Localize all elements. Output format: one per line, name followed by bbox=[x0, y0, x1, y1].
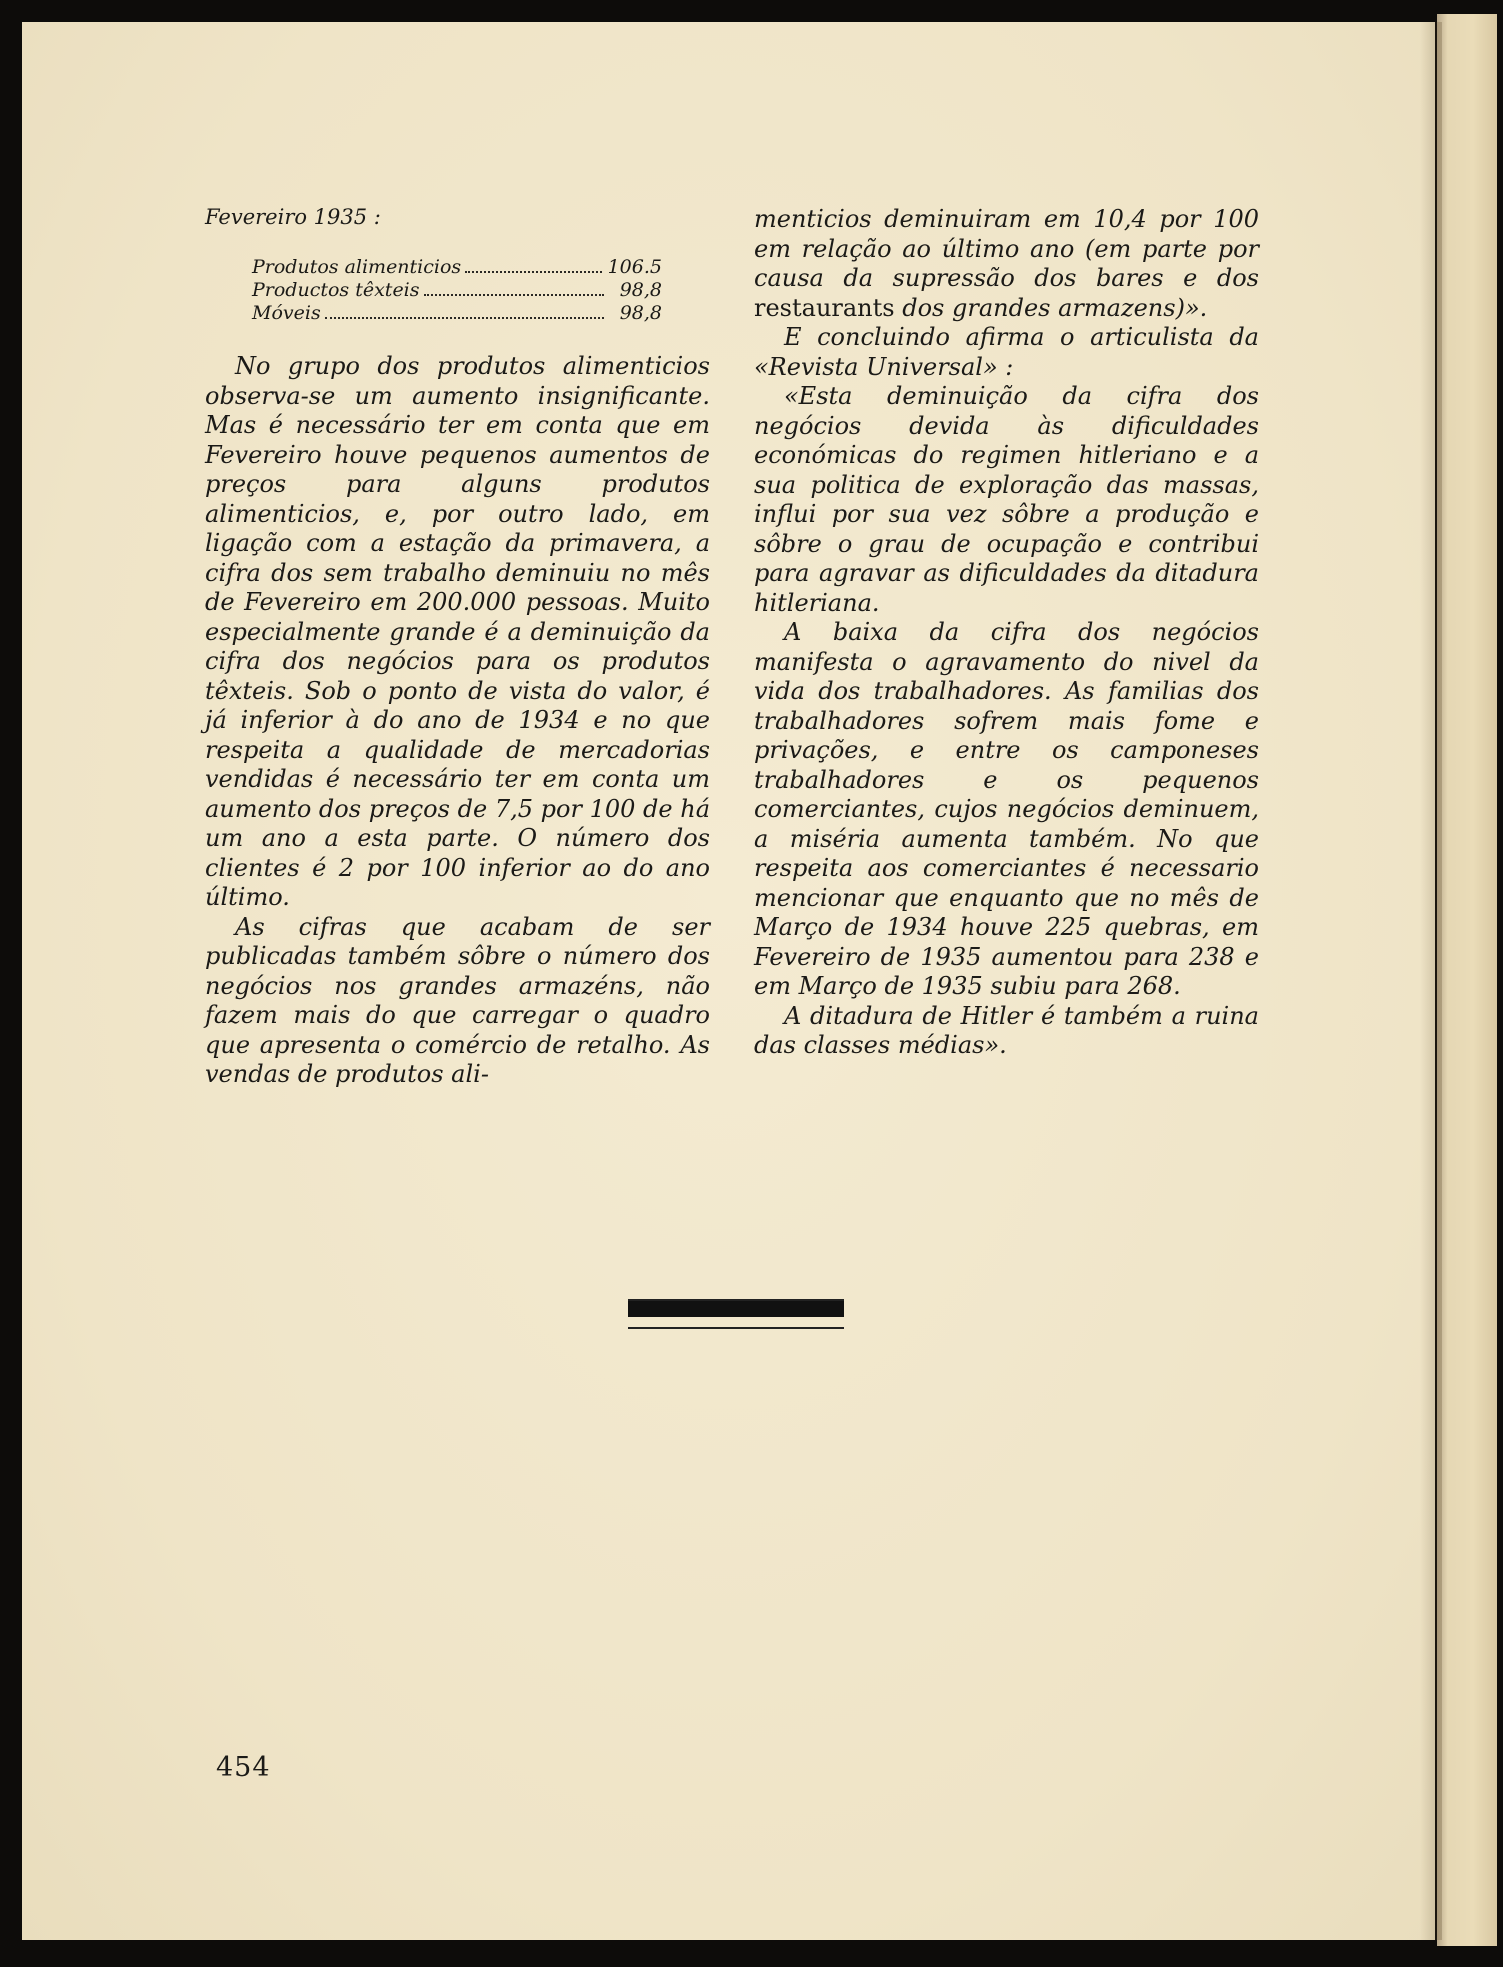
right-text-column bbox=[754, 205, 1259, 1061]
paragraph: As cifras que acabam de ser publicadas também sôbre o número dos negócios nos grandes armazéns, não fazem mais do que carregar o quadro que apresenta o comércio de retalho. As vendas de produtos ali- bbox=[205, 912, 710, 1088]
page-number: 454 bbox=[216, 1752, 271, 1783]
text-run: dos grandes armazens)». bbox=[894, 293, 1208, 322]
table-row bbox=[252, 256, 662, 279]
dot-leader bbox=[325, 317, 604, 319]
gutter-shadow bbox=[1420, 22, 1442, 1940]
row-value: 106.5 bbox=[607, 256, 662, 278]
month-heading: Fevereiro 1935 : bbox=[205, 205, 381, 229]
row-label: Productos têxteis bbox=[252, 279, 420, 301]
dot-leader bbox=[424, 294, 604, 296]
section-end-ornament bbox=[628, 1299, 844, 1329]
row-label: Produtos alimenticios bbox=[252, 256, 462, 278]
left-text-column bbox=[205, 352, 710, 1090]
paragraph: E concluindo afirma o articulista da «Revista Universal» : bbox=[754, 323, 1259, 381]
row-label: Móveis bbox=[252, 302, 321, 324]
paragraph: A ditadura de Hitler é também a ruina das classes médias». bbox=[754, 1001, 1259, 1059]
price-index-table bbox=[252, 256, 662, 325]
table-row bbox=[252, 302, 662, 325]
ornament-bar bbox=[628, 1299, 844, 1317]
paragraph: A baixa da cifra dos negócios manifesta o agravamento do nivel da vida dos trabalhadores. As familias dos trabalhadores sofrem mais fome e privações, e entre os camponeses trabalhadores e os pequenos comerciantes, cujos negócios deminuem, a miséria aumenta também. No que respeita aos comerciantes é necessario mencionar que enquanto que no mês de Março de 1934 houve 225 quebras, em Fevereiro de 1935 aumentou para 238 e em Março de 1935 subiu para 268. bbox=[754, 618, 1259, 1000]
text-run: menticios deminuiram em 10,4 por 100 em relação ao último ano (em parte por causa da supressão dos bares e dos bbox=[754, 205, 1259, 292]
quote-paragraph: «Esta deminuição da cifra dos negócios devida às dificuldades económicas do regimen hitleriano e a sua politica de exploração das massas, influi por sua vez sôbre a produção e sôbre o grau de ocupação e contribui para agravar as dificuldades da ditadura hitleriana. bbox=[754, 382, 1259, 617]
row-value: 98,8 bbox=[619, 302, 662, 324]
row-value: 98,8 bbox=[619, 279, 662, 301]
dot-leader bbox=[465, 271, 601, 273]
paragraph: No grupo dos produtos alimenticios observa-se um aumento insignificante. Mas é necessário ter em conta que em Fevereiro houve pequenos aumentos de preços para alguns produtos alimenticios, e, por outro lado, em ligação com a estação da primavera, a cifra dos sem trabalho deminuiu no mês de Fevereiro em 200.000 pessoas. Muito especialmente grande é a deminuição da cifra dos negócios para os produtos têxteis. Sob o ponto de vista do valor, é já inferior à do ano de 1934 e no que respeita a qualidade de mercadorias vendidas é necessário ter em conta um aumento dos preços de 7,5 por 100 de há um ano a esta parte. O número dos clientes é 2 por 100 inferior ao do ano último. bbox=[205, 352, 710, 911]
paragraph bbox=[754, 205, 1259, 323]
facing-page-edge bbox=[1437, 14, 1497, 1946]
table-row bbox=[252, 279, 662, 302]
upright-word: restaurants bbox=[754, 293, 895, 322]
ornament-rule bbox=[628, 1327, 844, 1329]
